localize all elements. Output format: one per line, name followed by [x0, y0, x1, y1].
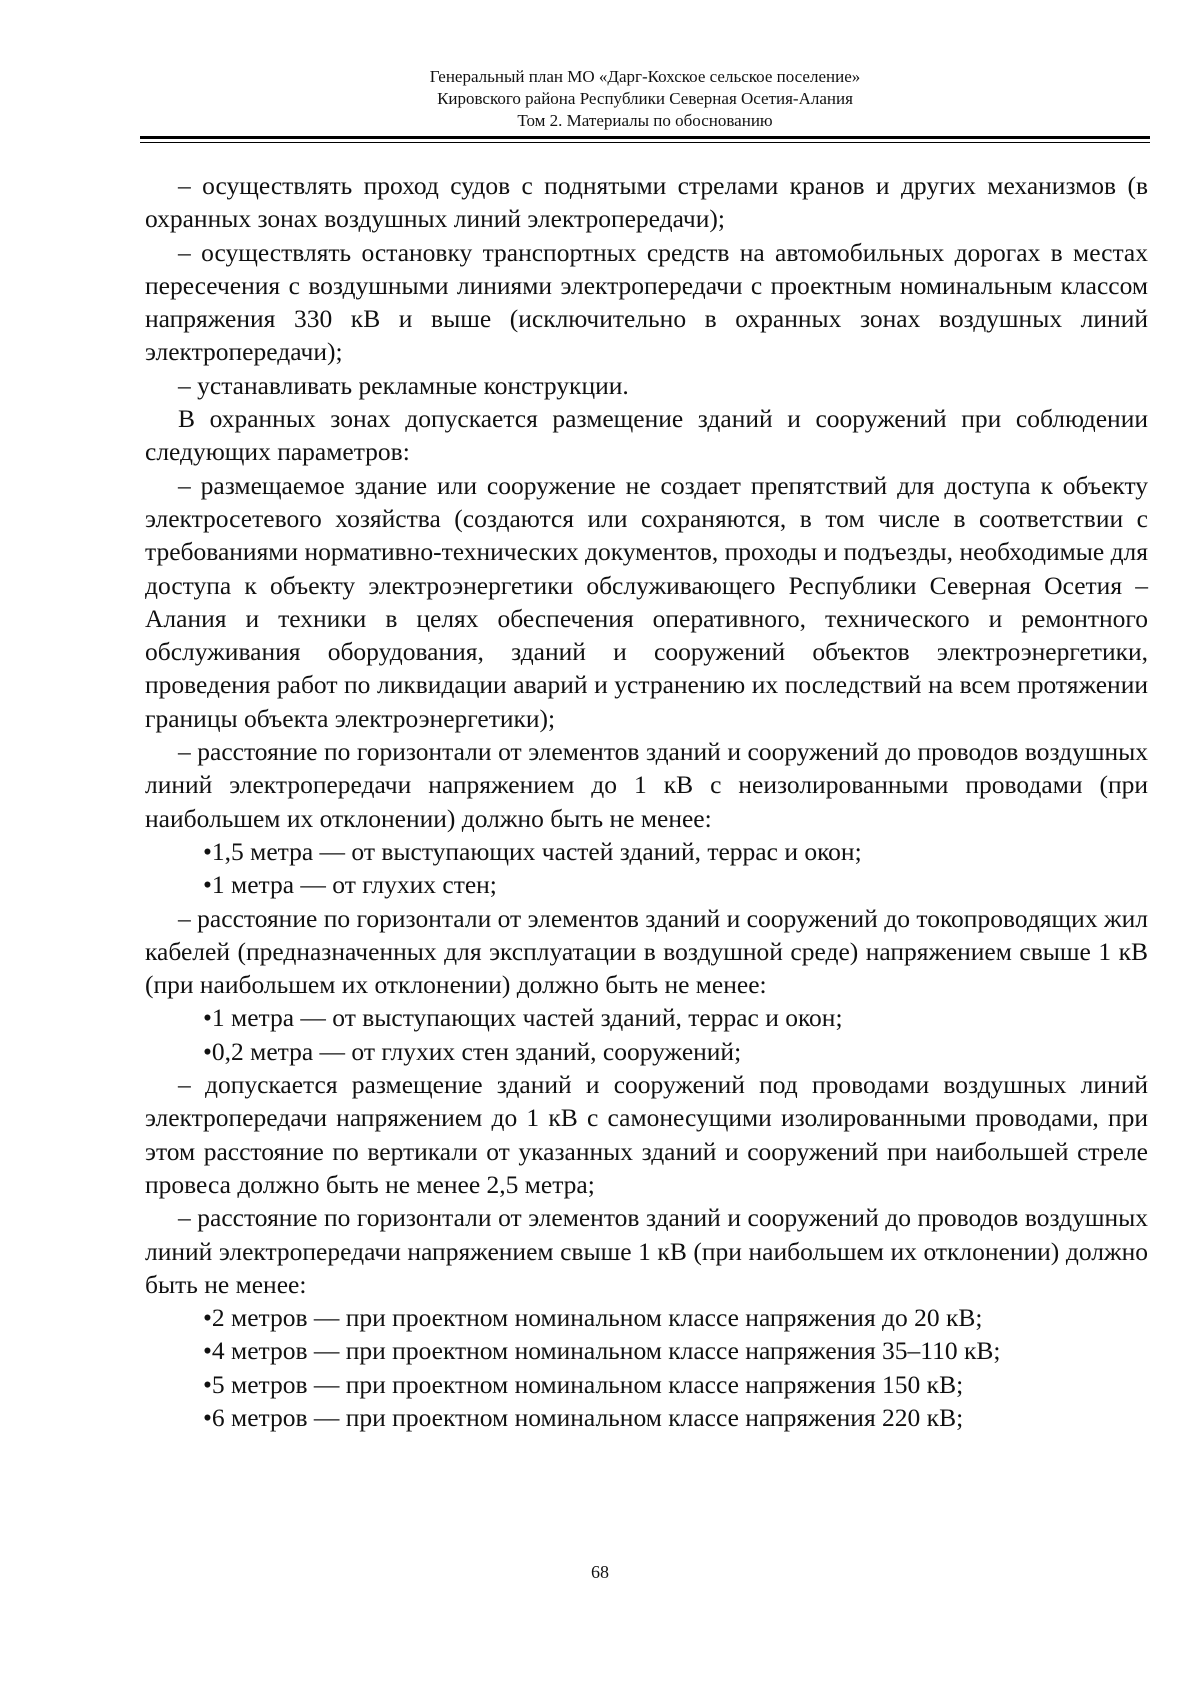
bullet-item: •1 метра — от глухих стен; — [203, 870, 497, 900]
paragraph: В охранных зонах допускается размещение зданий и сооружений при соблюдении следующих параметров: — [145, 404, 1148, 467]
header-line-3: Том 2. Материалы по обоснованию — [517, 111, 773, 130]
bullet-item: •6 метров — при проектном номинальном классе напряжения 220 кВ; — [203, 1402, 964, 1432]
document-header — [145, 66, 1145, 132]
header-line-2: Кировского района Республики Северная Осетия-Алания — [437, 89, 853, 108]
bullet-item: •1,5 метра — от выступающих частей зданий, террас и окон; — [203, 836, 862, 866]
paragraph: – размещаемое здание или сооружение не создает препятствий для доступа к объекту электросетевого хозяйства (создаются или сохраняются, в том числе в соответствии с требованиями нормативно-технических документов, проходы и подъезды, необходимые для доступа к объекту электроэнергетики обслуживающего Республики Северная Осетия – Алания и техники в целях обеспечения оперативного, технического и ремонтного обслуживания оборудования, зданий и сооружений объектов электроэнергетики, проведения работ по ликвидации аварий и устранению их последствий на всем протяжении границы объекта электроэнергетики); — [145, 470, 1148, 733]
bullet-item: •4 метров — при проектном номинальном классе напряжения 35–110 кВ; — [203, 1336, 1001, 1366]
bullet-item: •2 метров — при проектном номинальном классе напряжения до 20 кВ; — [203, 1303, 983, 1333]
header-rule-thin — [140, 142, 1150, 143]
bullet-item: •5 метров — при проектном номинальном классе напряжения 150 кВ; — [203, 1369, 964, 1399]
paragraph: – расстояние по горизонтали от элементов зданий и сооружений до проводов воздушных линий электропередачи напряжением до 1 кВ с неизолированными проводами (при наибольшем их отклонении) должно быть не менее: — [145, 737, 1148, 833]
paragraph: – расстояние по горизонтали от элементов зданий и сооружений до токопроводящих жил кабелей (предназначенных для эксплуатации в воздушной среде) напряжением свыше 1 кВ (при наибольшем их отклонении) должно быть не менее: — [145, 903, 1148, 1000]
paragraph: – осуществлять остановку транспортных средств на автомобильных дорогах в местах пересечения с воздушными линиями электропередачи с проектным номинальным классом напряжения 330 кВ и выше (исключительно в охранных зонах воздушных линий электропередачи); — [145, 237, 1148, 367]
paragraph: – устанавливать рекламные конструкции. — [178, 370, 629, 400]
paragraph: – осуществлять проход судов с поднятыми стрелами кранов и других механизмов (в охранных зонах воздушных линий электропередачи); — [145, 171, 1148, 234]
header-line-1: Генеральный план МО «Дарг-Кохское сельское поселение» — [429, 67, 861, 86]
page-number: 68 — [591, 1562, 609, 1582]
bullet-item: •0,2 метра — от глухих стен зданий, сооружений; — [203, 1036, 742, 1066]
paragraph: – допускается размещение зданий и сооружений под проводами воздушных линий электропередачи напряжением до 1 кВ с самонесущими изолированными проводами, при этом расстояние по вертикали от указанных зданий и сооружений при наибольшей стреле провеса должно быть не менее 2,5 метра; — [145, 1070, 1148, 1199]
bullet-item: •1 метра — от выступающих частей зданий, террас и окон; — [203, 1003, 843, 1033]
document-body — [145, 169, 1148, 1434]
paragraph: – расстояние по горизонтали от элементов зданий и сооружений до проводов воздушных линий электропередачи напряжением свыше 1 кВ (при наибольшем их отклонении) должно быть не менее: — [145, 1203, 1148, 1299]
header-rule-thick — [140, 136, 1150, 139]
